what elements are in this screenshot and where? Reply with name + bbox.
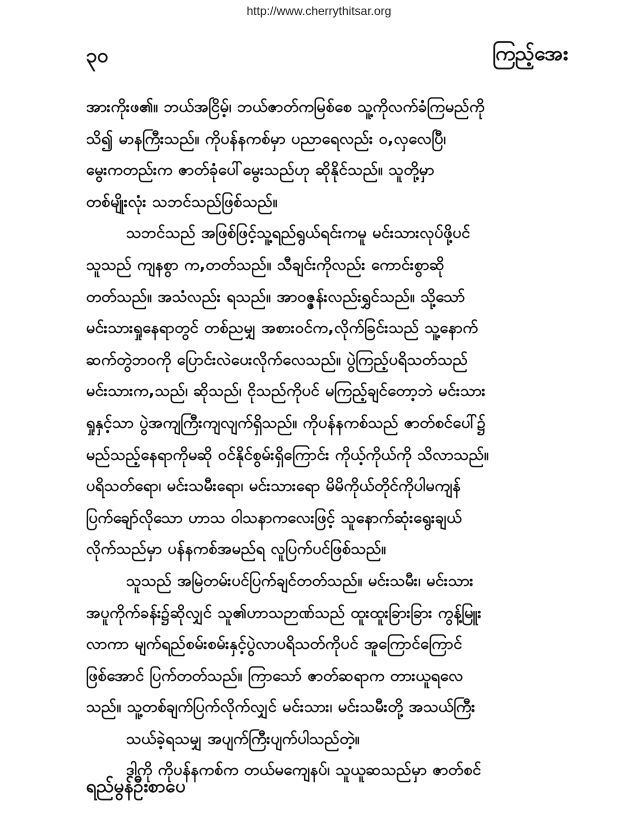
text-line: တစ်မျိုးလုံး သဘင်သည်ဖြစ်သည်။ — [86, 192, 278, 211]
site-url[interactable]: http://www.cherrythitsar.org — [246, 4, 392, 18]
text-line: အပူကိုက်ခန်း၌ဆိုလျှင် သူ၏ဟာသဉာဏ်သည် ထူးထူးခြားခြား ကွန့်မြူး — [86, 603, 482, 622]
text-line: ပရိသတ်ရော၊ မင်းသမီးရော၊ မင်းသားရော မိမိကိုယ်တိုင်ကိုပါမကျန် — [86, 477, 461, 496]
running-title: ကြည့်အေး — [492, 41, 568, 65]
text-line: လာကာ မျက်ရည်စမ်းစမ်းနှင့်ပွဲလာပရိသတ်ကိုပင် အူကြောင်ကြောင် — [86, 635, 463, 654]
text-line: မင်းသားက,သည်၊ ဆိုသည်၊ ငိုသည်ကိုပင် မကြည့်ချင်တော့ဘဲ မင်းသား — [86, 382, 486, 401]
body-text — [86, 92, 556, 787]
text-line: သူသည် အမြဲတမ်းပင်ပြက်ချင်တတ်သည်။ မင်းသမီး၊ မင်းသား — [126, 571, 474, 590]
text-line: ဆက်တွဲဘဝကို ပြောင်းလဲပေးလိုက်လေသည်။ ပွဲကြည့်ပရိသတ်သည် — [86, 350, 468, 369]
text-line: တတ်သည်။ အသံလည်း ရသည်။ အာဝဇ္ဇန်းလည်းရွှင်သည်။ သို့သော် — [86, 287, 465, 306]
text-line: သိ၍ မာနကြီးသည်။ ကိုပန်နကစ်မှာ ပညာရေလည်း ဝ,လှလေပြီ၊ — [86, 129, 446, 148]
text-line: သည်။ သူ့တစ်ချက်ပြက်လိုက်လျှင် မင်းသား၊ မင်းသမီးတို့ အသယ်ကြီး — [86, 698, 476, 717]
text-line: အားကိုးဖ၏။ ဘယ်အငြိမ့်၊ ဘယ်ဇာတ်ကမြစ်စေ သူ့ကိုလက်ခံကြမည်ကို — [86, 98, 485, 116]
text-line: ဖြစ်အောင် ပြက်တတ်သည်။ ကြာသော် ဇာတ်ဆရာက တားယူရလေ — [86, 666, 464, 685]
page-number: ၃၀ — [86, 43, 109, 67]
text-line: ရှုနှင့်သာ ပွဲအကျကြီးကျလျက်ရှိသည်။ ကိုပန်နကစ်သည် ဇာတ်စင်ပေါ်၌ — [86, 413, 486, 432]
text-line: ဒါကို ကိုပန်နကစ်က တယ်မကျေနပ်၊ သူယူဆသည်မှာ ဇာတ်စင် — [126, 761, 482, 780]
text-line: ပြက်ချော်လိုသော ဟာသ ဝါသနာကလေးဖြင့် သူနောက်ဆုံးရွေးချယ် — [86, 508, 462, 527]
text-line: သူသည် ကျနစွာ က,တတ်သည်။ သီချင်းကိုလည်း ကောင်းစွာဆို — [86, 255, 445, 274]
text-line: သဘင်သည် အဖြစ်ဖြင့်သူ့ရည်ရွယ်ရင်းကမူ မင်းသားလုပ်ဖို့ပင် — [126, 224, 471, 243]
text-line: သယ်ခဲ့ရသမျှ အပျက်ကြီးပျက်ပါသည်တဲ့။ — [126, 729, 360, 748]
text-line: မည်သည့်နေရာကိုမဆို ဝင်နိုင်စွမ်းရှိကြောင်း ကိုယ့်ကိုယ်ကို သိလာသည်။ — [86, 445, 489, 464]
text-line: လိုက်သည်မှာ ပန်နကစ်အမည်ရ လူပြက်ပင်ဖြစ်သည်။ — [86, 540, 387, 559]
book-title: ရည်မွန်ဦးစာပေ — [86, 776, 186, 797]
text-line: မွေးကတည်းက ဇာတ်ခုံပေါ်မွေးသည်ဟု ဆိုနိုင်သည်။ သူတို့မှာ — [86, 161, 435, 180]
text-line: မင်းသားရှုနေရာတွင် တစ်ညမျှ အစားဝင်က,လိုက်ခြင်းသည် သူ့နောက် — [86, 319, 478, 338]
